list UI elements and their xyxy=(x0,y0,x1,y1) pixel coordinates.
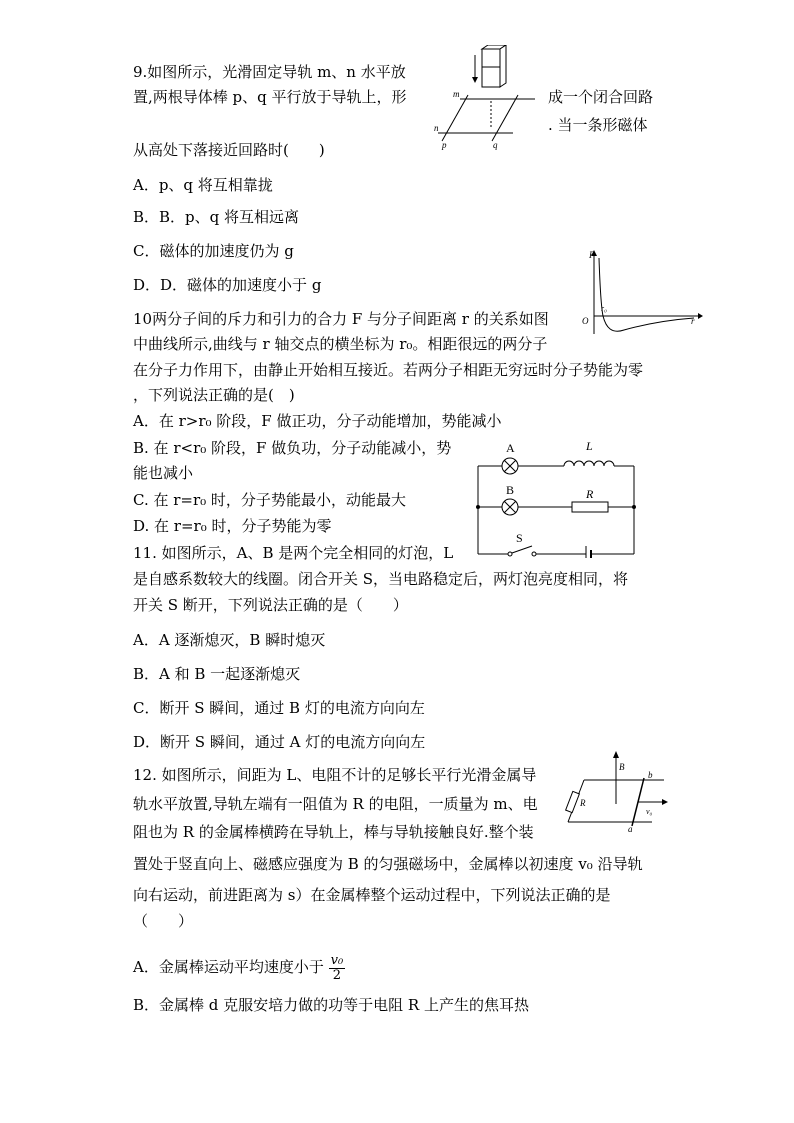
q12-line5: 向右运动，前进距离为 s）在金属棒整个运动过程中，下列说法正确的是 xyxy=(133,886,611,904)
q11-label-S: S xyxy=(516,531,523,545)
q9-option-d: D．D．磁体的加速度小于 g xyxy=(133,276,322,294)
q10-option-d: D. 在 r=r₀ 时，分子势能为零 xyxy=(133,517,332,535)
q11-option-a: A．A 逐渐熄灭，B 瞬时熄灭 xyxy=(133,631,326,649)
q9-line4: 从高处下落接近回路时( ) xyxy=(133,141,325,159)
q9-label-q: q xyxy=(493,140,498,150)
q12-label-b: b xyxy=(648,770,653,780)
q10-label-r: r xyxy=(691,316,695,326)
q11-label-L: L xyxy=(586,439,593,453)
q9-label-n: n xyxy=(434,123,439,133)
q11-circuit-figure xyxy=(470,436,640,558)
magnet-shape xyxy=(482,49,500,87)
q11-label-A: A xyxy=(506,441,515,455)
q10-option-b-line2: 能也减小 xyxy=(133,464,194,482)
q10-label-r0: r₀ xyxy=(601,304,607,313)
q12-label-B: B xyxy=(619,762,625,772)
q9-option-c: C．磁体的加速度仍为 g xyxy=(133,242,294,260)
q9-label-p: p xyxy=(442,140,447,150)
switch-s xyxy=(512,546,532,553)
q12-line2: 轨水平放置,导轨左端有一阻值为 R 的电阻，一质量为 m、电 xyxy=(133,795,538,813)
q11-option-c: C．断开 S 瞬间，通过 B 灯的电流方向向左 xyxy=(133,699,425,717)
q10-option-a: A．在 r>r₀ 阶段，F 做正功，分子动能增加，势能减小 xyxy=(133,412,502,430)
q10-label-F: F xyxy=(589,250,595,260)
q9-label-m: m xyxy=(453,89,460,99)
q11-option-d: D．断开 S 瞬间，通过 A 灯的电流方向向左 xyxy=(133,733,426,751)
q12-line3: 阻也为 R 的金属棒横跨在导轨上，棒与导轨接触良好.整个装 xyxy=(133,823,534,841)
inductor-coil xyxy=(564,461,614,466)
q10-line2: 中曲线所示,曲线与 r 轴交点的横坐标为 r₀。相距很远的两分子 xyxy=(133,335,548,353)
q10-line1: 10两分子间的斥力和引力的合力 F 与分子间距离 r 的关系如图 xyxy=(133,310,549,328)
q9-option-b: B．B．p、q 将互相远离 xyxy=(133,208,300,226)
fraction-numerator: v₀ xyxy=(330,952,344,968)
q12-option-a xyxy=(133,950,345,984)
q12-label-R: R xyxy=(580,798,586,808)
q12-option-a-fraction xyxy=(329,954,346,983)
q12-label-v0: v₀ xyxy=(646,807,653,816)
q9-option-a: A．p、q 将互相靠拢 xyxy=(133,176,273,194)
force-curve xyxy=(599,258,694,331)
resistor-shape xyxy=(566,791,580,812)
q10-option-b-line1: B. 在 r<r₀ 阶段，F 做负功，分子动能减小，势 xyxy=(133,439,452,457)
q10-force-curve-figure xyxy=(572,248,704,338)
q10-label-O: O xyxy=(582,316,589,326)
q11-line1: 11. 如图所示，A、B 是两个完全相同的灯泡，L xyxy=(133,544,454,562)
q12-line4: 置处于竖直向上、磁感应强度为 B 的匀强磁场中，金属棒以初速度 v₀ 沿导轨 xyxy=(133,855,643,873)
q11-line2: 是自感系数较大的线圈。闭合开关 S，当电路稳定后，两灯泡亮度相同，将 xyxy=(133,570,629,588)
q10-line3: 在分子力作用下，由静止开始相互接近。若两分子相距无穷远时分子势能为零 xyxy=(133,361,644,379)
q12-rails-figure xyxy=(560,748,672,834)
q9-rails-figure xyxy=(430,45,542,150)
q11-label-B: B xyxy=(506,483,515,497)
fraction-denominator: 2 xyxy=(332,967,342,983)
q9-line2b: 成一个闭合回路 xyxy=(548,88,654,106)
resistor-r-shape xyxy=(572,502,608,512)
q11-option-b: B．A 和 B 一起逐渐熄灭 xyxy=(133,665,301,683)
q12-option-b: B．金属棒 d 克服安培力做的功等于电阻 R 上产生的焦耳热 xyxy=(133,996,529,1014)
q11-label-R: R xyxy=(586,487,594,501)
q12-line6: （ ） xyxy=(133,912,194,930)
q10-line4: ，下列说法正确的是( ) xyxy=(133,386,295,404)
q9-line1: 9.如图所示，光滑固定导轨 m、n 水平放 xyxy=(133,63,406,81)
q10-option-c: C. 在 r=r₀ 时，分子势能最小，动能最大 xyxy=(133,491,406,509)
q12-line1: 12. 如图所示，间距为 L、电阻不计的足够长平行光滑金属导 xyxy=(133,766,537,784)
q12-label-a: a xyxy=(628,824,633,834)
q12-option-a-text: A．金属棒运动平均速度小于 xyxy=(133,958,324,976)
q9-line2: 置,两根导体棒 p、q 平行放于导轨上，形 xyxy=(133,88,407,106)
q9-line3b: . 当一条形磁体 xyxy=(548,116,648,134)
q11-line3: 开关 S 断开，下列说法正确的是（ ） xyxy=(133,596,408,614)
